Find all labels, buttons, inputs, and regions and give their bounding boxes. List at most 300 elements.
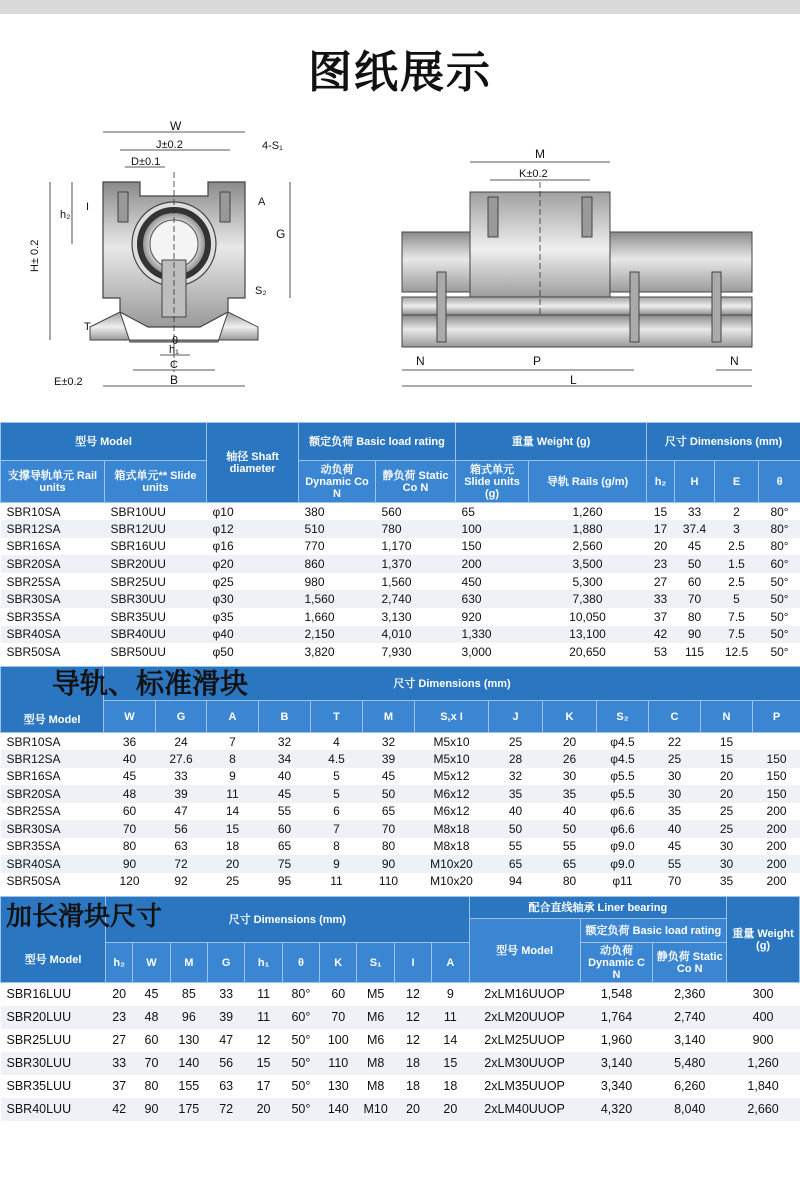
t3-cell: 37 [106,1075,133,1098]
t1-cell: 150 [456,538,529,556]
t2-cell: 75 [259,855,311,873]
t2-cell: 6 [311,803,363,821]
t1-header-weight-slide: 箱式单元 Slide units (g) [456,461,529,503]
t3-col-header: S₁ [357,943,394,983]
t2-cell: 20 [207,855,259,873]
t2-cell: 40 [543,803,597,821]
t1-cell: SBR30SA [1,590,105,608]
t2-cell: M5x12 [415,768,489,786]
svg-text:h₂: h₂ [60,209,71,221]
svg-text:C: C [170,359,178,371]
t2-cell: 200 [753,855,800,873]
svg-text:P: P [533,354,542,368]
t2-cell: φ6.6 [597,820,649,838]
t1-cell: 60° [759,555,800,573]
t2-cell: 32 [259,733,311,751]
t1-cell: φ50 [207,643,299,661]
t3-col-header: A [432,943,469,983]
t2-cell: SBR40SA [1,855,104,873]
t1-cell: 80 [675,608,715,626]
t3-cell: 20 [432,1098,469,1121]
svg-text:I: I [86,201,90,213]
t2-cell: 35 [701,873,753,891]
t2-cell: 70 [104,820,156,838]
t2-col-header: W [104,701,156,733]
t2-cell: 36 [104,733,156,751]
t3-cell: 20 [245,1098,282,1121]
t1-cell: 980 [299,573,376,591]
t3-cell: 6,260 [653,1075,727,1098]
t3-row [1,1029,800,1052]
t1-header-E: E [715,461,759,503]
t2-col-header: S₂ [597,701,649,733]
t3-col-header: M [170,943,207,983]
t1-cell: φ20 [207,555,299,573]
t2-cell: 30 [649,768,701,786]
t2-cell: SBR30SA [1,820,104,838]
t3-cell: 33 [106,1052,133,1075]
t3-cell: 12 [394,1029,431,1052]
t3-header-weight: 重量 Weight (g) [727,897,800,983]
t3-cell: 50° [282,1075,319,1098]
t3-cell: 8,040 [653,1098,727,1121]
t2-cell: 39 [156,785,207,803]
t1-cell: 1,260 [529,503,647,521]
t3-cell: SBR30LUU [1,1052,106,1075]
t2-cell: 33 [156,768,207,786]
t1-cell: 115 [675,643,715,661]
technical-drawings [0,112,800,412]
t1-cell: 1,560 [376,573,456,591]
t3-cell: 400 [727,1006,800,1029]
t2-row [1,873,800,891]
t2-cell: M6x12 [415,785,489,803]
t2-col-header: P [753,701,800,733]
t1-cell: 3,130 [376,608,456,626]
t3-header-static: 静负荷 Static Co N [653,943,727,983]
t2-cell: 7 [311,820,363,838]
t1-cell: SBR10SA [1,503,105,521]
front-view [29,119,290,388]
table-rail-slide-units [0,422,800,661]
section-title-long: 加长滑块尺寸 [6,902,163,932]
t2-cell: 55 [259,803,311,821]
t1-cell: φ25 [207,573,299,591]
t1-cell: 380 [299,503,376,521]
t2-cell: 5 [311,785,363,803]
t1-cell: 2 [715,503,759,521]
t2-cell: M5x10 [415,750,489,768]
t2-cell: 90 [363,855,415,873]
t2-cell: φ11 [597,873,649,891]
t3-cell: M10 [357,1098,394,1121]
t2-cell: 55 [489,838,543,856]
t1-row [1,503,800,521]
t1-row [1,608,800,626]
t2-cell: 70 [363,820,415,838]
t1-cell: 90 [675,626,715,644]
t1-cell: 100 [456,520,529,538]
t3-cell: 110 [320,1052,357,1075]
svg-text:4-S₁: 4-S₁ [262,140,283,152]
t3-cell: 300 [727,983,800,1006]
t3-cell: 48 [133,1006,170,1029]
t1-cell: 2.5 [715,538,759,556]
t2-cell: 80 [104,838,156,856]
t1-cell: 50° [759,590,800,608]
t1-cell: 7,380 [529,590,647,608]
t3-header-load: 额定负荷 Basic load rating [580,919,726,943]
t3-cell: 18 [394,1075,431,1098]
t2-cell: 200 [753,820,800,838]
t3-row [1,1006,800,1029]
t1-cell: 27 [647,573,675,591]
t3-cell: 96 [170,1006,207,1029]
t2-cell: 150 [753,750,800,768]
t2-cell: 26 [543,750,597,768]
t2-cell [753,733,800,751]
t1-cell: SBR40SA [1,626,105,644]
t2-row [1,733,800,751]
t2-cell: 45 [363,768,415,786]
t2-cell: 15 [701,750,753,768]
t3-cell: 20 [394,1098,431,1121]
t3-cell: 45 [133,983,170,1006]
t3-header-dims: 尺寸 Dimensions (mm) [106,897,470,943]
t2-cell: 32 [363,733,415,751]
t3-cell: 60 [133,1029,170,1052]
t1-cell: 60 [675,573,715,591]
t2-cell: 65 [259,838,311,856]
t1-row [1,520,800,538]
svg-text:N: N [416,354,425,368]
t2-cell: 15 [701,733,753,751]
t2-cell: M8x18 [415,838,489,856]
t1-cell: 1.5 [715,555,759,573]
t2-cell: 65 [363,803,415,821]
t1-header-slide-units: 箱式单元** Slide units [105,461,207,503]
t1-cell: 450 [456,573,529,591]
t3-header-dynamic: 动负荷 Dynamic C N [580,943,653,983]
t3-cell: 155 [170,1075,207,1098]
t2-cell: 25 [701,820,753,838]
section-title-rail: 导轨、标准滑块 [52,667,249,700]
t2-cell: 200 [753,873,800,891]
t1-cell: 20 [647,538,675,556]
t2-cell: 150 [753,768,800,786]
t1-cell: 17 [647,520,675,538]
t2-cell: 60 [259,820,311,838]
t2-cell: 25 [489,733,543,751]
t1-row [1,590,800,608]
t3-cell: 1,960 [580,1029,653,1052]
t3-cell: 70 [320,1006,357,1029]
t3-cell: 2xLM16UUOP [469,983,580,1006]
svg-text:K±0.2: K±0.2 [519,168,548,180]
t1-cell: 80° [759,520,800,538]
t2-cell: φ9.0 [597,838,649,856]
t1-cell: 5,300 [529,573,647,591]
t2-cell: 63 [156,838,207,856]
t2-row [1,803,800,821]
t1-cell: 510 [299,520,376,538]
t1-cell: 860 [299,555,376,573]
t2-cell: 92 [156,873,207,891]
t1-cell: 770 [299,538,376,556]
t3-cell: SBR25LUU [1,1029,106,1052]
t3-cell: 900 [727,1029,800,1052]
t2-cell: 50 [489,820,543,838]
t3-header-model: 型号 Model [1,897,106,983]
t1-cell: 15 [647,503,675,521]
t3-row [1,1098,800,1121]
t2-col-header: N [701,701,753,733]
t2-cell: 40 [489,803,543,821]
t2-cell: 35 [543,785,597,803]
t1-cell: 70 [675,590,715,608]
t1-cell: 200 [456,555,529,573]
t2-row [1,750,800,768]
t3-cell: M8 [357,1075,394,1098]
t2-header-model: 型号 Model [1,667,104,733]
t2-cell: 11 [207,785,259,803]
t2-cell: 30 [701,838,753,856]
t1-cell: 33 [675,503,715,521]
t1-cell: SBR16UU [105,538,207,556]
t1-cell: SBR12SA [1,520,105,538]
t1-cell: 1,560 [299,590,376,608]
t1-cell: 2,740 [376,590,456,608]
t1-cell: 50 [675,555,715,573]
t2-cell: 30 [543,768,597,786]
t1-cell: 3,500 [529,555,647,573]
side-view [402,147,752,387]
t1-cell: SBR35SA [1,608,105,626]
t3-cell: 12 [394,983,431,1006]
t1-cell: SBR50UU [105,643,207,661]
t2-cell: 50 [363,785,415,803]
top-strip [0,0,800,14]
t3-col-header: I [394,943,431,983]
t2-row [1,838,800,856]
t2-cell: 30 [649,785,701,803]
t3-cell: 23 [106,1006,133,1029]
t3-cell: 11 [432,1006,469,1029]
t2-cell: 35 [489,785,543,803]
t3-cell: 11 [245,983,282,1006]
t1-cell: 2,560 [529,538,647,556]
t1-cell: 37.4 [675,520,715,538]
t1-header-dynamic: 动负荷 Dynamic Co N [299,461,376,503]
t2-cell: 30 [701,855,753,873]
t2-cell: 120 [104,873,156,891]
t3-cell: 4,320 [580,1098,653,1121]
svg-text:h₁: h₁ [169,344,179,356]
t3-cell: 12 [394,1006,431,1029]
t2-cell: 40 [649,820,701,838]
t1-cell: 7.5 [715,626,759,644]
t1-cell: 37 [647,608,675,626]
t2-cell: 18 [207,838,259,856]
t2-cell: 65 [543,855,597,873]
t3-cell: 39 [208,1006,245,1029]
t2-cell: 9 [311,855,363,873]
t2-cell: 4.5 [311,750,363,768]
t2-cell: 95 [259,873,311,891]
t2-col-header: M [363,701,415,733]
t1-cell: SBR16SA [1,538,105,556]
t2-cell: 94 [489,873,543,891]
t1-cell: SBR50SA [1,643,105,661]
t2-row [1,855,800,873]
t1-cell: SBR12UU [105,520,207,538]
t1-cell: 3,820 [299,643,376,661]
t1-cell: 7,930 [376,643,456,661]
t3-cell: 130 [320,1075,357,1098]
t3-cell: 50° [282,1098,319,1121]
t3-cell: 90 [133,1098,170,1121]
t1-header-dims: 尺寸 Dimensions (mm) [647,423,800,461]
t3-col-header: K [320,943,357,983]
t1-cell: 53 [647,643,675,661]
t1-cell: SBR35UU [105,608,207,626]
t1-cell: φ16 [207,538,299,556]
t1-cell: 23 [647,555,675,573]
t1-cell: φ10 [207,503,299,521]
t3-cell: 2xLM30UUOP [469,1052,580,1075]
t3-cell: M6 [357,1029,394,1052]
t3-cell: 20 [106,983,133,1006]
t2-cell: 25 [649,750,701,768]
t2-cell: 8 [207,750,259,768]
t2-cell: φ5.5 [597,785,649,803]
svg-text:M: M [535,147,545,161]
t2-col-header: T [311,701,363,733]
t3-cell: 18 [394,1052,431,1075]
t2-cell: 40 [104,750,156,768]
t3-cell: 12 [245,1029,282,1052]
t3-col-header: W [133,943,170,983]
t2-cell: 22 [649,733,701,751]
t2-col-header: K [543,701,597,733]
t2-cell: 90 [104,855,156,873]
t2-cell: SBR25SA [1,803,104,821]
t2-cell: 25 [701,803,753,821]
t2-cell: 32 [489,768,543,786]
t3-cell: 60 [320,983,357,1006]
t3-cell: 50° [282,1052,319,1075]
t3-cell: 3,340 [580,1075,653,1098]
t2-cell: SBR20SA [1,785,104,803]
t2-cell: 20 [543,733,597,751]
page-title: 图纸展示 [308,47,492,98]
t2-cell: 55 [543,838,597,856]
t3-cell: 2xLM20UUOP [469,1006,580,1029]
t1-cell: φ40 [207,626,299,644]
t2-cell: M8x18 [415,820,489,838]
svg-text:D±0.1: D±0.1 [131,156,161,168]
t1-cell: 42 [647,626,675,644]
t3-cell: SBR20LUU [1,1006,106,1029]
svg-text:G: G [276,227,286,241]
t3-cell: 15 [432,1052,469,1075]
t2-col-header: B [259,701,311,733]
t1-cell: SBR20UU [105,555,207,573]
t2-cell: φ6.6 [597,803,649,821]
t3-cell: 50° [282,1029,319,1052]
t3-row [1,983,800,1006]
t1-cell: SBR40UU [105,626,207,644]
t1-cell: SBR20SA [1,555,105,573]
t1-cell: SBR30UU [105,590,207,608]
t3-cell: 80° [282,983,319,1006]
t2-cell: 14 [207,803,259,821]
t2-cell: M10x20 [415,873,489,891]
t3-cell: 85 [170,983,207,1006]
t2-cell: φ5.5 [597,768,649,786]
t1-header-weight: 重量 Weight (g) [456,423,647,461]
t2-cell: 39 [363,750,415,768]
t3-row [1,1075,800,1098]
t3-cell: SBR16LUU [1,983,106,1006]
t1-row [1,555,800,573]
t3-cell: 2,660 [727,1098,800,1121]
t2-cell: 50 [543,820,597,838]
t2-cell: 70 [649,873,701,891]
t2-cell: 25 [207,873,259,891]
t1-cell: 80° [759,503,800,521]
t2-cell: φ4.5 [597,750,649,768]
t1-cell: 33 [647,590,675,608]
t1-cell: 1,370 [376,555,456,573]
t1-cell: 80° [759,538,800,556]
t3-cell: 130 [170,1029,207,1052]
t2-cell: SBR50SA [1,873,104,891]
t1-cell: SBR25SA [1,573,105,591]
t1-cell: φ35 [207,608,299,626]
t1-cell: SBR10UU [105,503,207,521]
t3-cell: 18 [432,1075,469,1098]
t1-cell: 2,150 [299,626,376,644]
t3-col-header: h₁ [245,943,282,983]
t2-col-header: G [156,701,207,733]
t1-header-model: 型号 Model [1,423,207,461]
t1-cell: 50° [759,626,800,644]
svg-text:S₂: S₂ [255,285,267,297]
t1-header-h2: h₂ [647,461,675,503]
t3-cell: 56 [208,1052,245,1075]
t3-col-header: G [208,943,245,983]
t2-cell: 40 [259,768,311,786]
t3-cell: 27 [106,1029,133,1052]
t3-cell: 17 [245,1075,282,1098]
t1-cell: 13,100 [529,626,647,644]
t2-cell: SBR35SA [1,838,104,856]
t2-cell: 72 [156,855,207,873]
t1-cell: 12.5 [715,643,759,661]
t1-cell: SBR25UU [105,573,207,591]
t3-cell: 15 [245,1052,282,1075]
t1-header-load: 额定负荷 Basic load rating [299,423,456,461]
t2-cell: M6x12 [415,803,489,821]
t2-cell: 47 [156,803,207,821]
t1-row [1,538,800,556]
t3-cell: 1,548 [580,983,653,1006]
t2-cell: φ4.5 [597,733,649,751]
t1-cell: 1,330 [456,626,529,644]
t3-cell: 2xLM35UUOP [469,1075,580,1098]
t1-cell: 1,660 [299,608,376,626]
